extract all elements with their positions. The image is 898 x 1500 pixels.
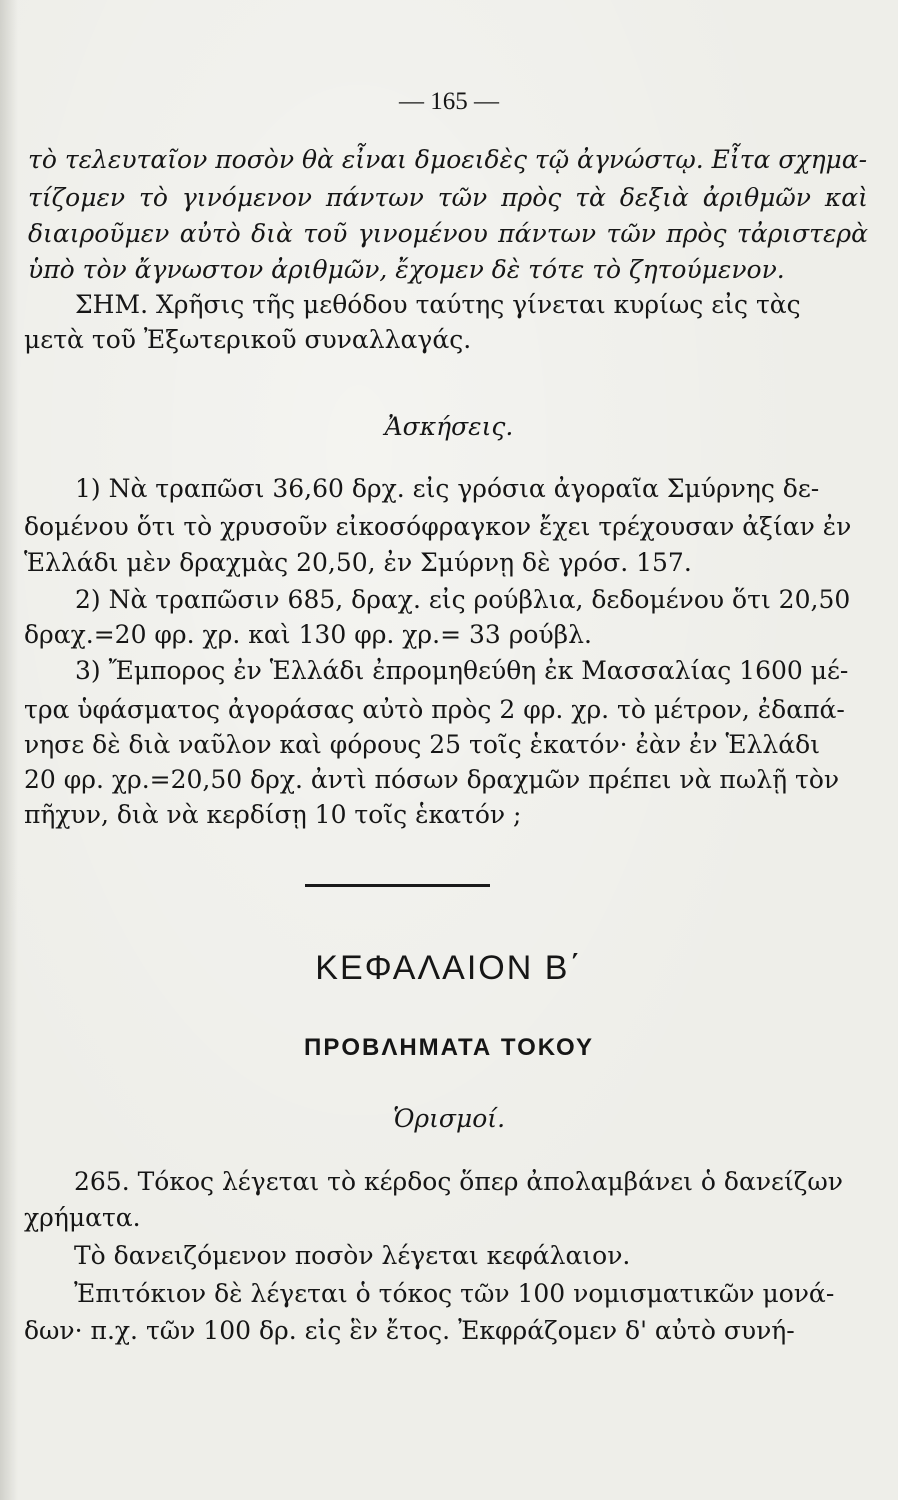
exercise-line-8: νησε δὲ διὰ ναῦλον καὶ φόρους 25 τοῖς ἑκατόν· ἐὰν ἐν Ἑλλάδι	[24, 730, 821, 759]
exercise-line-6: 3) Ἔμπορος ἐν Ἑλλάδι ἐπρομηθεύθη ἐκ Μασσαλίας 1600 μέ-	[75, 656, 849, 685]
definitions-heading: Ὁρισμοί.	[392, 1104, 506, 1133]
definition-line-2: χρήματα.	[24, 1203, 141, 1232]
exercise-line-2: δομένου ὅτι τὸ χρυσοῦν εἰκοσόφραγκον ἔχει τρέχουσαν ἀξίαν ἐν	[24, 512, 852, 541]
exercise-line-9: 20 φρ. χρ.=20,50 δρχ. ἀντὶ πόσων δραχμῶν πρέπει νὰ πωλῇ τὸν	[24, 765, 840, 794]
exercise-line-4: 2) Νὰ τραπῶσιν 685, δραχ. εἰς ρούβλια, δεδομένου ὅτι 20,50	[75, 585, 851, 614]
exercise-line-7: τρα ὑφάσματος ἀγοράσας αὐτὸ πρὸς 2 φρ. χρ. τὸ μέτρον, ἐδαπά-	[24, 695, 845, 724]
definition-line-4: Ἐπιτόκιον δὲ λέγεται ὁ τόκος τῶν 100 νομισματικῶν μονά-	[74, 1279, 835, 1308]
intro-line-3: διαιροῦμεν αὐτὸ διὰ τοῦ γινομένου πάντων τῶν πρὸς τἀριστερὰ	[28, 219, 868, 248]
page-number: — 165 —	[399, 88, 499, 115]
exercise-line-1: 1) Νὰ τραπῶσι 36,60 δρχ. εἰς γρόσια ἀγοραῖα Σμύρνης δε-	[75, 474, 820, 503]
exercise-line-5: δραχ.=20 φρ. χρ. καὶ 130 φρ. χρ.= 33 ρούβλ.	[24, 620, 592, 649]
exercise-line-10: πῆχυν, διὰ νὰ κερδίσῃ 10 τοῖς ἑκατόν ;	[24, 800, 522, 829]
definition-line-3: Τὸ δανειζόμενον ποσὸν λέγεται κεφάλαιον.	[74, 1241, 631, 1270]
intro-line-2: τίζομεν τὸ γινόμενον πάντων τῶν πρὸς τὰ δεξιὰ ἀριθμῶν καὶ	[28, 183, 868, 212]
definition-line-1: 265. Τόκος λέγεται τὸ κέρδος ὅπερ ἀπολαμβάνει ὁ δανείζων	[74, 1167, 843, 1196]
note-line-1: ΣΗΜ. Χρῆσις τῆς μεθόδου ταύτης γίνεται κυρίως εἰς τὰς	[75, 290, 801, 319]
note-line-2: μετὰ τοῦ Ἐξωτερικοῦ συναλλαγάς.	[24, 325, 472, 354]
page-edge-shadow	[0, 0, 18, 1500]
chapter-subtitle: ΠΡΟΒΛΗΜΑΤΑ ΤΟΚΟΥ	[303, 1034, 595, 1061]
chapter-title: ΚΕΦΑΛΑΙΟΝ Β΄	[315, 949, 583, 987]
exercise-line-3: Ἑλλάδι μὲν δραχμὰς 20,50, ἐν Σμύρνῃ δὲ γρόσ. 157.	[24, 548, 692, 577]
definition-line-5: δων· π.χ. τῶν 100 δρ. εἰς ἓν ἔτος. Ἐκφράζομεν δ' αὐτὸ συνή-	[24, 1316, 795, 1345]
intro-line-1: τὸ τελευταῖον ποσὸν θὰ εἶναι δμοειδὲς τῷ ἀγνώστῳ. Εἶτα σχημα-	[28, 145, 868, 174]
intro-line-4: ὑπὸ τὸν ἄγνωστον ἀριθμῶν, ἔχομεν δὲ τότε τὸ ζητούμενον.	[28, 255, 785, 284]
exercises-heading: Ἀσκήσεις.	[384, 412, 514, 441]
section-divider	[305, 884, 490, 887]
